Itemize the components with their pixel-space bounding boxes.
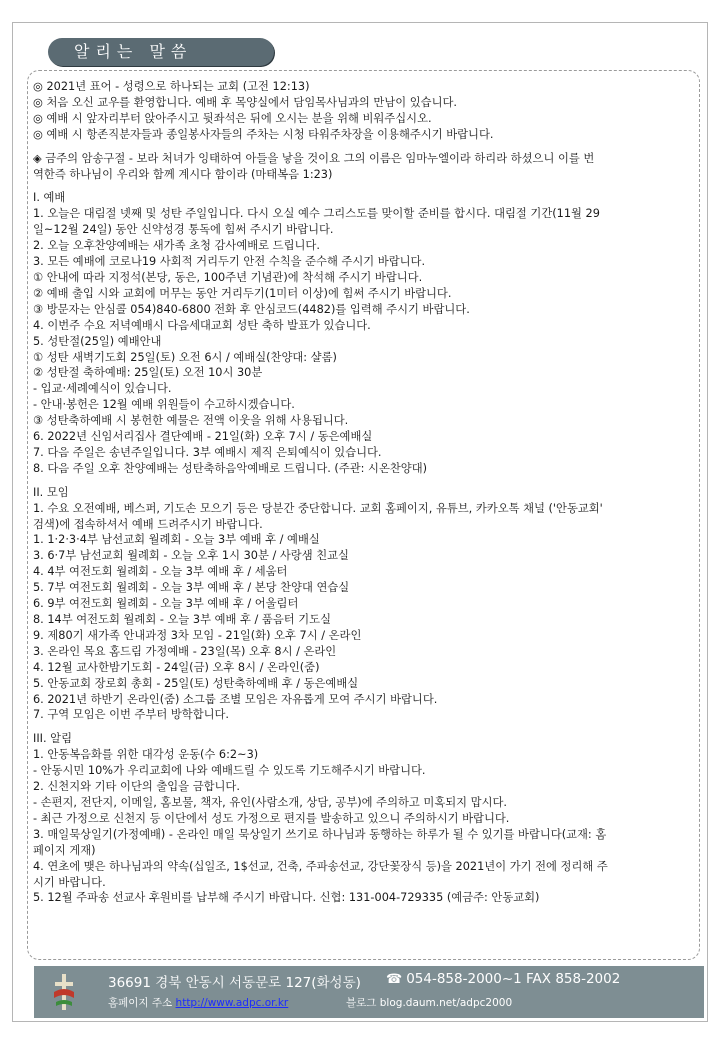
homepage-label: 홈페이지 주소 — [108, 997, 173, 1009]
footer — [34, 966, 704, 1018]
notice-line: 7. 구역 모임은 이번 주부터 방학합니다. — [33, 708, 230, 722]
notice-line: 3. 매일묵상일기(가정예배) - 온라인 매일 묵상일기 쓰기로 하나님과 동행하는 하루가 될 수 있기를 바랍니다(교재: 홈 — [33, 827, 607, 841]
notice-line: ◎ 예배 시 항존직분자들과 종일봉사자들의 주차는 시청 타워주차장을 이용해주시기 바랍니다. — [33, 127, 494, 141]
notice-line: 9. 제80기 새가족 안내과정 3차 모임 - 21일(화) 오후 7시 / 온라인 — [33, 628, 362, 642]
notice-line: 8. 14부 여전도회 월례회 - 오늘 3부 예배 후 / 품음터 기도실 — [33, 613, 331, 626]
notice-line: - 최근 가정으로 신천지 등 이단에서 성도 가정으로 편지를 발송하고 있으니 주의하시기 바랍니다. — [33, 811, 510, 825]
homepage-link[interactable]: http://www.adpc.or.kr — [175, 997, 289, 1009]
notice-line: 1. 1·2·3·4부 남선교회 월례회 - 오늘 3부 예배 후 / 예배실 — [33, 533, 320, 547]
homepage — [108, 995, 288, 1010]
notice-line: 3. 모든 예배에 코로나19 사회적 거리두기 안전 수칙을 준수해 주시기 바랍니다. — [33, 255, 426, 269]
notice-line: ② 예배 출입 시와 교회에 머무는 동안 거리두기(1미터 이상)에 힘써 주시기 바랍니다. — [33, 286, 452, 300]
notice-line: ③ 방문자는 안심콜 054)840-6800 전화 후 안심코드(4482)를 입력해 주시기 바랍니다. — [33, 302, 470, 316]
notice-line: I. 예배 — [33, 191, 66, 205]
notice-line: II. 모임 — [33, 485, 69, 499]
notice-line: 검색)에 접속하셔서 예배 드려주시기 바랍니다. — [33, 517, 263, 531]
notice-line: - 입교·세례예식이 있습니다. — [33, 382, 172, 396]
notice-line: 5. 성탄절(25일) 예배안내 — [33, 334, 162, 348]
meetings-section — [33, 485, 693, 724]
notice-line: 1. 수요 오전예배, 베스퍼, 기도손 모으기 등은 당분간 중단합니다. 교회 홈페이지, 유튜브, 카카오톡 채널 ('안동교회' — [33, 501, 603, 515]
notice-line: 시기 바랍니다. — [33, 875, 106, 889]
notice-line: 5. 안동교회 장로회 총회 - 25일(토) 성탄축하예배 후 / 동은예배실 — [33, 676, 359, 690]
notice-line: ◎ 처음 오신 교우를 환영합니다. 예배 후 목양실에서 담임목사님과의 만남이 있습니다. — [33, 95, 457, 109]
page-title: 알리는 말씀 — [48, 38, 274, 66]
blog-address: 블로그 blog.daum.net/adpc2000 — [346, 997, 513, 1009]
notice-line: ① 안내에 따라 지정석(본당, 동은, 100주년 기념관)에 착석해 주시기 바랍니다. — [33, 270, 423, 284]
notice-line: ◎ 예배 시 앞자리부터 앉아주시고 뒷좌석은 뒤에 오시는 분을 위해 비워주십시오. — [33, 111, 432, 125]
notice-line: 6. 2022년 신임서리집사 결단예배 - 21일(화) 오후 7시 / 동은예배실 — [33, 430, 373, 444]
notice-line: 4. 이번주 수요 저녁예배시 다음세대교회 성탄 축하 발표가 있습니다. — [33, 318, 371, 332]
notice-line: 4. 연초에 맺은 하나님과의 약속(십일조, 1$선교, 건축, 주파송선교, 강단꽃장식 등)을 2021년이 가기 전에 정리해 주 — [33, 859, 608, 873]
notice-line: 6. 9부 여전도회 월례회 - 오늘 3부 예배 후 / 어울림터 — [33, 597, 299, 611]
notice-line: 8. 다음 주일 오후 찬양예배는 성탄축하음악예배로 드립니다. (주관: 시온찬양대) — [33, 461, 428, 475]
notice-box — [27, 70, 700, 960]
announcements-section — [33, 731, 693, 906]
notice-line: 역한즉 하나님이 우리와 함께 계시다 함이라 (마태복음 1:23) — [33, 167, 333, 181]
notice-line: ① 성탄 새벽기도회 25일(토) 오전 6시 / 예배실(찬양대: 샬롬) — [33, 350, 337, 364]
notice-line: - 손편지, 전단지, 이메일, 홈보물, 책자, 유인(사람소개, 상담, 공부)에 주의하고 미혹되지 맙시다. — [33, 795, 507, 809]
notice-line: 5. 12월 주파송 선교사 후원비를 납부해 주시기 바랍니다. 신협: 131-004-729335 (예금주: 안동교회) — [33, 891, 540, 905]
church-cross-logo-icon — [52, 972, 76, 1012]
worship-section — [33, 190, 693, 476]
notice-line: ◎ 2021년 표어 - 성령으로 하나되는 교회 (고전 12:13) — [33, 80, 310, 93]
notice-line: 3. 6·7부 남선교회 월례회 - 오늘 오후 1시 30분 / 사랑샘 친교실 — [33, 549, 349, 563]
notice-line: III. 알림 — [33, 732, 73, 746]
memory-verse-section — [33, 151, 693, 183]
notice-line: 2. 오늘 오후찬양예배는 새가족 초청 감사예배로 드립니다. — [33, 239, 320, 253]
notice-line: 일~12월 24일) 동안 신약성경 통독에 힘써 주시기 바랍니다. — [33, 223, 334, 237]
notice-line: 1. 안동복음화를 위한 대각성 운동(수 6:2~3) — [33, 748, 259, 762]
notice-line: 2. 신천지와 기타 이단의 출입을 금합니다. — [33, 780, 240, 794]
church-address: 36691 경북 안동시 서동문로 127(화성동) — [108, 975, 361, 991]
phone-numbers: 054-858-2000~1 FAX 858-2002 — [406, 971, 621, 987]
notice-line: 7. 다음 주일은 송년주일입니다. 3부 예배시 제직 은퇴예식이 있습니다. — [33, 445, 382, 459]
notice-line: 3. 온라인 목요 홈드림 가정예배 - 23일(목) 오후 8시 / 온라인 — [33, 644, 337, 658]
notice-line: - 안동시민 10%가 우리교회에 나와 예배드릴 수 있도록 기도해주시기 바랍니다. — [33, 764, 426, 778]
notice-line: 4. 12월 교사한밤기도회 - 24일(금) 오후 8시 / 온라인(줌) — [33, 660, 320, 674]
notice-line: 페이지 게재) — [33, 843, 96, 857]
notice-line: 1. 오늘은 대림절 넷째 및 성탄 주일입니다. 다시 오실 예수 그리스도를 맞이할 준비를 합시다. 대림절 기간(11월 29 — [33, 207, 600, 221]
notice-line: 4. 4부 여전도회 월례회 - 오늘 3부 예배 후 / 세움터 — [33, 565, 288, 579]
notice-line: ◈ 금주의 암송구절 - 보라 처녀가 잉태하여 아들을 낳을 것이요 그의 이름은 임마누엘이라 하리라 하셨으니 이를 번 — [33, 151, 595, 165]
intro-section — [33, 79, 693, 143]
notice-line: ③ 성탄축하예배 시 봉헌한 예물은 전액 이웃을 위해 사용됩니다. — [33, 414, 349, 428]
church-phone — [386, 971, 620, 987]
phone-icon: ☎ — [386, 972, 403, 987]
notice-line: ② 성탄절 축하예배: 25일(토) 오전 10시 30분 — [33, 366, 263, 380]
notice-line: - 안내·봉헌은 12월 예배 위원들이 수고하시겠습니다. — [33, 398, 295, 412]
notice-line: 5. 7부 여전도회 월례회 - 오늘 3부 예배 후 / 본당 찬양대 연습실 — [33, 581, 350, 595]
notice-line: 6. 2021년 하반기 온라인(줌) 소그룹 조별 모임은 자유롭게 모여 주시기 바랍니다. — [33, 692, 438, 706]
